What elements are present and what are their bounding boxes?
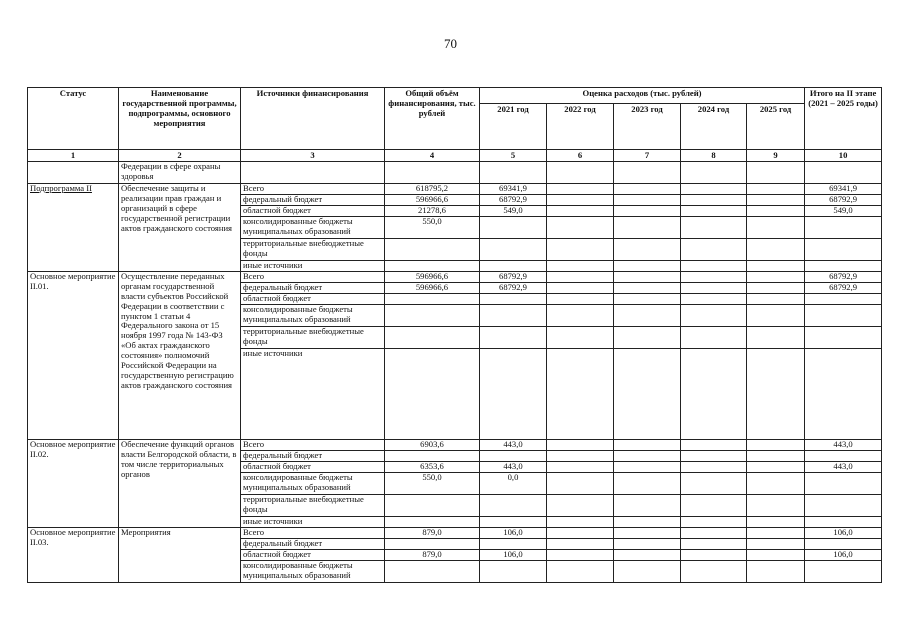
- col-index: 9: [747, 150, 805, 162]
- table-row: [28, 161, 882, 183]
- source-cell: областной бюджет: [241, 205, 385, 216]
- source-cell: Всего: [241, 271, 385, 282]
- table-row: [28, 271, 882, 282]
- source-cell: территориальные внебюджетные фонды: [241, 238, 385, 260]
- total-cell: 6903,6: [385, 439, 480, 450]
- header-2024: 2024 год: [681, 104, 747, 150]
- source-cell: федеральный бюджет: [241, 282, 385, 293]
- y2021-cell: 68792,9: [480, 194, 547, 205]
- col-index: 6: [547, 150, 614, 162]
- source-cell: Всего: [241, 439, 385, 450]
- y2021-cell: 106,0: [480, 549, 547, 560]
- header-estimate: Оценка расходов (тыс. рублей): [480, 88, 805, 104]
- header-2025: 2025 год: [747, 104, 805, 150]
- total-cell: 550,0: [385, 472, 480, 494]
- status-cell: Подпрограмма II: [28, 183, 119, 271]
- budget-table: [27, 87, 882, 583]
- table-row: [28, 183, 882, 194]
- col-index: 4: [385, 150, 480, 162]
- status-cell: Основное мероприятие II.01.: [28, 271, 119, 439]
- y2021-cell: 443,0: [480, 439, 547, 450]
- header-2023: 2023 год: [614, 104, 681, 150]
- source-cell: иные источники: [241, 348, 385, 439]
- source-cell: областной бюджет: [241, 549, 385, 560]
- source-cell: иные источники: [241, 516, 385, 527]
- header-itogo: Итого на II этапе (2021 – 2025 годы): [805, 88, 882, 150]
- col-index: 1: [28, 150, 119, 162]
- total-cell: 596966,6: [385, 282, 480, 293]
- col-index: 10: [805, 150, 882, 162]
- total-cell: 550,0: [385, 216, 480, 238]
- y2021-cell: 443,0: [480, 461, 547, 472]
- col-index: 8: [681, 150, 747, 162]
- source-cell: Всего: [241, 527, 385, 538]
- itogo-cell: 443,0: [805, 439, 882, 450]
- header-total: Общий объём финансирования, тыс. рублей: [385, 88, 480, 150]
- itogo-cell: 69341,9: [805, 183, 882, 194]
- source-cell: территориальные внебюджетные фонды: [241, 494, 385, 516]
- col-index: 2: [119, 150, 241, 162]
- itogo-cell: 549,0: [805, 205, 882, 216]
- status-cell: Основное мероприятие II.03.: [28, 527, 119, 582]
- total-cell: 21278,6: [385, 205, 480, 216]
- header-name: Наименование государственной программы, подпрограммы, основного мероприятия: [119, 88, 241, 150]
- total-cell: 596966,6: [385, 271, 480, 282]
- itogo-cell: 68792,9: [805, 282, 882, 293]
- program-name-cell: Мероприятия: [119, 527, 241, 582]
- header-sources: Источники финансирования: [241, 88, 385, 150]
- y2021-cell: 0,0: [480, 472, 547, 494]
- itogo-cell: 68792,9: [805, 194, 882, 205]
- continued-name: Федерации в сфере охраны здоровья: [119, 161, 241, 183]
- status-cell: Основное мероприятие II.02.: [28, 439, 119, 527]
- source-cell: консолидированные бюджеты муниципальных образований: [241, 304, 385, 326]
- y2021-cell: 106,0: [480, 527, 547, 538]
- source-cell: областной бюджет: [241, 461, 385, 472]
- source-cell: консолидированные бюджеты муниципальных образований: [241, 216, 385, 238]
- header-status: Статус: [28, 88, 119, 150]
- source-cell: федеральный бюджет: [241, 538, 385, 549]
- y2021-cell: 549,0: [480, 205, 547, 216]
- total-cell: 879,0: [385, 549, 480, 560]
- itogo-cell: 68792,9: [805, 271, 882, 282]
- y2021-cell: 68792,9: [480, 282, 547, 293]
- total-cell: 6353,6: [385, 461, 480, 472]
- source-cell: консолидированные бюджеты муниципальных образований: [241, 472, 385, 494]
- y2021-cell: 68792,9: [480, 271, 547, 282]
- source-cell: федеральный бюджет: [241, 194, 385, 205]
- page-number: 70: [444, 36, 457, 51]
- table-row: [28, 527, 882, 538]
- itogo-cell: 106,0: [805, 527, 882, 538]
- total-cell: 879,0: [385, 527, 480, 538]
- program-name-cell: Обеспечение функций органов власти Белгородской области, в том числе территориальных органов: [119, 439, 241, 527]
- total-cell: 618795,2: [385, 183, 480, 194]
- col-index: 3: [241, 150, 385, 162]
- source-cell: иные источники: [241, 260, 385, 271]
- program-name-cell: Осуществление переданных органам государственной власти субъектов Российской Федерации в соответствии с пунктом 1 статьи 4 Федерального закона от 15 ноября 1997 года № 143-ФЗ «Об актах гражданского состояния» полномочий Российской Федерации на государственную регистрацию актов гражданского состояния: [119, 271, 241, 439]
- source-cell: областной бюджет: [241, 293, 385, 304]
- program-name-cell: Обеспечение защиты и реализации прав граждан и организаций в сфере государственной регистрации актов гражданского состояния: [119, 183, 241, 271]
- header-2021: 2021 год: [480, 104, 547, 150]
- col-index: 7: [614, 150, 681, 162]
- total-cell: 596966,6: [385, 194, 480, 205]
- col-index: 5: [480, 150, 547, 162]
- source-cell: консолидированные бюджеты муниципальных образований: [241, 560, 385, 582]
- source-cell: федеральный бюджет: [241, 450, 385, 461]
- header-2022: 2022 год: [547, 104, 614, 150]
- table-row: [28, 439, 882, 450]
- source-cell: Всего: [241, 183, 385, 194]
- itogo-cell: 443,0: [805, 461, 882, 472]
- source-cell: территориальные внебюджетные фонды: [241, 326, 385, 348]
- itogo-cell: 106,0: [805, 549, 882, 560]
- y2021-cell: 69341,9: [480, 183, 547, 194]
